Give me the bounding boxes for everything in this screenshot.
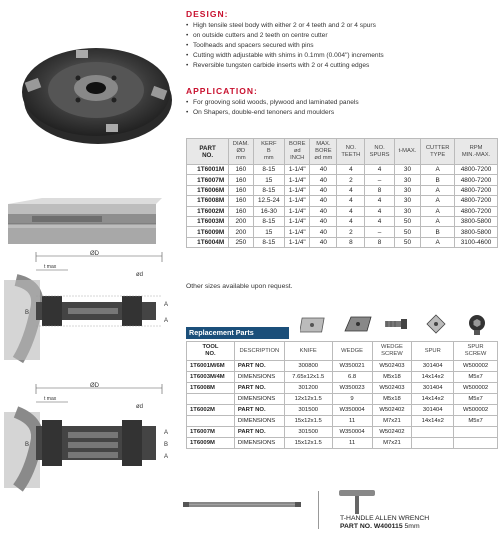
design-heading: DESIGN: <box>186 9 229 19</box>
bottom-divider <box>318 491 319 529</box>
wrench-title: T-HANDLE ALLEN WRENCH <box>340 515 430 522</box>
specification-table <box>186 138 498 248</box>
spec-cell: – <box>365 227 394 237</box>
rp-tool-cell: 1T6002M <box>187 405 235 416</box>
spec-part-no-cell: 1T6001M <box>187 165 229 175</box>
design-bullet-continuation: • on outside cutters and 2 teeth on centre cutter <box>186 31 498 41</box>
spec-table-row <box>187 237 498 247</box>
spec-cell: 1-1/4" <box>285 175 310 185</box>
col-max-bore: MAX. BORE ød mm <box>310 139 337 165</box>
rp-cell <box>412 438 454 449</box>
cutter-a-label-1: A <box>164 302 169 308</box>
rp-cell: W350004 <box>332 405 372 416</box>
spec-cell: A <box>421 237 455 247</box>
design-bullet: • High tensile steel body with either 2 or 4 teeth and 2 or 4 spurs <box>186 21 498 31</box>
rp-cell: W350021 <box>332 361 372 372</box>
rp-cell <box>454 427 498 438</box>
wedge-screw-icon <box>383 313 409 337</box>
spec-part-no-cell: 1T6002M <box>187 206 229 216</box>
spec-part-no-cell: 1T6004M <box>187 237 229 247</box>
knife-insert-icon <box>300 313 328 337</box>
spec-cell: 160 <box>229 175 253 185</box>
rp-description-cell: DIMENSIONS <box>234 416 284 427</box>
col-cutter-type: CUTTER TYPE <box>421 139 455 165</box>
spec-cell: 1-1/4" <box>285 165 310 175</box>
spec-cell: 4 <box>365 216 394 226</box>
wedge-icon <box>343 313 373 337</box>
rp-tool-cell: 1T6009M <box>187 438 235 449</box>
rp-cell: W502402 <box>372 427 412 438</box>
spec-cell: 1-1/4" <box>285 196 310 206</box>
spec-cell: 4 <box>337 216 365 226</box>
spec-cell: 16-30 <box>253 206 285 216</box>
col-description: DESCRIPTION <box>234 342 284 361</box>
spec-cell: 4800-7200 <box>455 175 498 185</box>
spec-cell: A <box>421 206 455 216</box>
spec-cell: 1-1/4" <box>285 216 310 226</box>
design-bullet: • Cutting width adjustable with shims in 0.1mm (0.004") increments <box>186 51 498 61</box>
rp-cell: M5x18 <box>372 394 412 405</box>
rp-table-row <box>187 427 498 438</box>
spec-cell: 30 <box>394 165 420 175</box>
rp-cell: 301404 <box>412 361 454 372</box>
rp-table-row <box>187 372 498 383</box>
cutter-a-label-1: A <box>164 430 169 436</box>
spec-cell: 4 <box>365 206 394 216</box>
replacement-parts-heading: Replacement Parts <box>186 327 289 339</box>
rp-cell: 300800 <box>284 361 332 372</box>
spec-cell: 3800-5800 <box>455 216 498 226</box>
col-spur: SPUR <box>412 342 454 361</box>
rp-cell: 301500 <box>284 427 332 438</box>
spur-icon <box>425 313 447 337</box>
diameter-label: ØD <box>90 383 99 389</box>
cutter-a-label-2: A <box>164 318 169 324</box>
col-spur-screw: SPUR SCREW <box>454 342 498 361</box>
rp-cell: W500002 <box>454 361 498 372</box>
spec-cell: 160 <box>229 206 253 216</box>
rp-cell: M5x7 <box>454 372 498 383</box>
spec-table-row <box>187 165 498 175</box>
kerf-label: B <box>25 310 30 316</box>
rp-cell: 6.8 <box>332 372 372 383</box>
spec-part-no-cell: 1T6007M <box>187 175 229 185</box>
bore-label: ød <box>136 404 144 410</box>
t-handle-wrench-icon <box>337 486 377 514</box>
spec-cell: 40 <box>310 237 337 247</box>
spec-cell: 160 <box>229 196 253 206</box>
rp-description-cell: DIMENSIONS <box>234 438 284 449</box>
spec-cell: 40 <box>310 196 337 206</box>
spec-cell: 30 <box>394 206 420 216</box>
spec-table-row <box>187 175 498 185</box>
col-spurs: NO. SPURS <box>365 139 394 165</box>
spec-cell: 30 <box>394 196 420 206</box>
rp-cell: M7x21 <box>372 438 412 449</box>
spec-cell: 8 <box>365 185 394 195</box>
rp-table-row <box>187 405 498 416</box>
rp-table-row <box>187 416 498 427</box>
rp-cell: M7x21 <box>372 416 412 427</box>
rp-cell: M5x18 <box>372 372 412 383</box>
spec-cell: 30 <box>394 175 420 185</box>
spec-cell: 2 <box>337 175 365 185</box>
spec-cell: 8-15 <box>253 185 285 195</box>
tmax-label: t max <box>44 264 57 270</box>
replacement-parts-table <box>186 341 498 449</box>
spec-cell: 40 <box>310 227 337 237</box>
rp-cell: M5x7 <box>454 394 498 405</box>
spec-cell: 1-1/4" <box>285 185 310 195</box>
rp-table-row <box>187 438 498 449</box>
rp-tool-cell: 1T6001M/6M <box>187 361 235 372</box>
wrench-part-number: PART NO. W400115 5mm <box>340 523 420 530</box>
col-bore-inch: BORE ød INCH <box>285 139 310 165</box>
spec-cell: 4 <box>337 165 365 175</box>
spec-part-no-cell: 1T6008M <box>187 196 229 206</box>
rp-tool-cell <box>187 394 235 405</box>
col-diameter: DIAM. ØD mm <box>229 139 253 165</box>
rp-cell: W350004 <box>332 427 372 438</box>
col-part-no: PART NO. <box>187 139 229 165</box>
spec-cell: 4 <box>337 185 365 195</box>
spec-cell: 40 <box>310 206 337 216</box>
rp-cell: 12x12x1.5 <box>284 394 332 405</box>
col-wedge: WEDGE <box>332 342 372 361</box>
spec-cell: 8-15 <box>253 216 285 226</box>
rp-cell: M5x7 <box>454 416 498 427</box>
rp-cell <box>412 427 454 438</box>
application-bullet: • For grooving solid woods, plywood and laminated panels <box>186 98 498 108</box>
rp-cell <box>454 438 498 449</box>
rp-table-row <box>187 383 498 394</box>
col-teeth: NO. TEETH <box>337 139 365 165</box>
spec-cell: 30 <box>394 185 420 195</box>
rp-cell: W502403 <box>372 361 412 372</box>
rp-description-cell: PART NO. <box>234 383 284 394</box>
spec-cell: 50 <box>394 227 420 237</box>
spec-cell: 4 <box>365 165 394 175</box>
spec-part-no-cell: 1T6006M <box>187 185 229 195</box>
col-wedge-screw: WEDGE SCREW <box>372 342 412 361</box>
spec-table-body <box>187 165 498 248</box>
wrench-label <box>340 515 429 531</box>
spec-cell: 4 <box>337 206 365 216</box>
rp-cell: 301404 <box>412 383 454 394</box>
spec-part-no-cell: 1T6003M <box>187 216 229 226</box>
spec-cell: 50 <box>394 237 420 247</box>
col-tmax: t-MAX. <box>394 139 420 165</box>
spec-cell: 4800-7200 <box>455 196 498 206</box>
spec-cell: B <box>421 175 455 185</box>
spec-cell: 8 <box>337 237 365 247</box>
rp-cell: W350023 <box>332 383 372 394</box>
spec-cell: 250 <box>229 237 253 247</box>
spur-screw-icon <box>466 313 488 337</box>
rp-cell: 14x14x2 <box>412 394 454 405</box>
tmax-label: t max <box>44 396 57 402</box>
spec-cell: 50 <box>394 216 420 226</box>
rp-cell: 11 <box>332 416 372 427</box>
cutter-head-photo <box>16 40 176 150</box>
spec-cell: 15 <box>253 227 285 237</box>
spec-cell: 200 <box>229 216 253 226</box>
spec-table-row <box>187 216 498 226</box>
bore-label: ød <box>136 272 144 278</box>
rp-cell: W502402 <box>372 405 412 416</box>
rp-cell: W502403 <box>372 383 412 394</box>
rp-tool-cell: 1T6003M/4M <box>187 372 235 383</box>
col-tool-no: TOOL NO. <box>187 342 235 361</box>
rp-cell: 301200 <box>284 383 332 394</box>
spec-cell: 8 <box>365 237 394 247</box>
col-knife: KNIFE <box>284 342 332 361</box>
rp-description-cell: PART NO. <box>234 427 284 438</box>
application-bullet: • On Shapers, double-end tenoners and moulders <box>186 108 498 118</box>
rp-cell: 301500 <box>284 405 332 416</box>
rp-description-cell: PART NO. <box>234 405 284 416</box>
spec-table-row <box>187 227 498 237</box>
spec-cell: A <box>421 196 455 206</box>
rp-description-cell: DIMENSIONS <box>234 372 284 383</box>
spec-cell: 1-1/4" <box>285 206 310 216</box>
rp-tool-cell: 1T6007M <box>187 427 235 438</box>
spec-cell: 40 <box>310 216 337 226</box>
spec-cell: B <box>421 227 455 237</box>
spec-cell: – <box>365 175 394 185</box>
groove-profile-photo <box>2 198 162 248</box>
spec-cell: 4 <box>365 196 394 206</box>
rp-cell: 9 <box>332 394 372 405</box>
rp-cell: 11 <box>332 438 372 449</box>
rp-description-cell: PART NO. <box>234 361 284 372</box>
spec-cell: 160 <box>229 165 253 175</box>
rp-header-row <box>187 342 498 361</box>
diameter-label: ØD <box>90 251 99 257</box>
rp-table-body <box>187 361 498 449</box>
col-kerf: KERF B mm <box>253 139 285 165</box>
rp-table-row <box>187 361 498 372</box>
spec-cell: 200 <box>229 227 253 237</box>
hex-key-icon <box>183 488 301 528</box>
spec-cell: 4800-7200 <box>455 185 498 195</box>
kerf-label: B <box>25 442 30 448</box>
spec-cell: 40 <box>310 175 337 185</box>
design-bullet: • Toolheads and spacers secured with pins <box>186 41 498 51</box>
rp-cell: 15x12x1.5 <box>284 416 332 427</box>
rp-cell: 301404 <box>412 405 454 416</box>
spec-cell: 15 <box>253 175 285 185</box>
spec-cell: 12.5-24 <box>253 196 285 206</box>
spec-cell: A <box>421 185 455 195</box>
spec-cell: 40 <box>310 165 337 175</box>
design-bullet: • Reversible tungsten carbide inserts with 2 or 4 cutting edges <box>186 61 498 71</box>
spec-cell: A <box>421 165 455 175</box>
design-bullet-list <box>186 21 498 71</box>
cutter-a-label-2: A <box>164 454 169 460</box>
spec-cell: 1-1/4" <box>285 237 310 247</box>
rp-description-cell: DIMENSIONS <box>234 394 284 405</box>
spec-cell: 160 <box>229 185 253 195</box>
spec-cell: A <box>421 216 455 226</box>
application-heading: APPLICATION: <box>186 86 258 96</box>
cutter-b-label: B <box>164 442 169 448</box>
spec-cell: 8-15 <box>253 165 285 175</box>
spec-part-no-cell: 1T6009M <box>187 227 229 237</box>
spec-cell: 8-15 <box>253 237 285 247</box>
spec-table-row <box>187 185 498 195</box>
rp-table-row <box>187 394 498 405</box>
rp-cell: 7.65x12x1.5 <box>284 372 332 383</box>
spec-cell: 40 <box>310 185 337 195</box>
rp-tool-cell: 1T6008M <box>187 383 235 394</box>
rp-cell: W500002 <box>454 405 498 416</box>
rp-tool-cell <box>187 416 235 427</box>
rp-cell: 14x14x2 <box>412 416 454 427</box>
cutter-diagram-2-piece <box>2 250 174 368</box>
spec-table-row <box>187 196 498 206</box>
spec-cell: 4800-7200 <box>455 206 498 216</box>
rp-cell: 14x14x2 <box>412 372 454 383</box>
rp-cell: 15x12x1.5 <box>284 438 332 449</box>
rp-cell: W500002 <box>454 383 498 394</box>
spec-cell: 1-1/4" <box>285 227 310 237</box>
spec-cell: 4 <box>337 196 365 206</box>
application-bullet-list <box>186 98 498 118</box>
spec-cell: 3100-4600 <box>455 237 498 247</box>
spec-table-row <box>187 206 498 216</box>
spec-cell: 3800-5800 <box>455 227 498 237</box>
col-rpm: RPM MIN.-MAX. <box>455 139 498 165</box>
spec-cell: 2 <box>337 227 365 237</box>
cutter-diagram-3-piece <box>2 382 174 492</box>
sizes-note: Other sizes available upon request. <box>186 283 293 290</box>
spec-cell: 4800-7200 <box>455 165 498 175</box>
spec-header-row <box>187 139 498 165</box>
